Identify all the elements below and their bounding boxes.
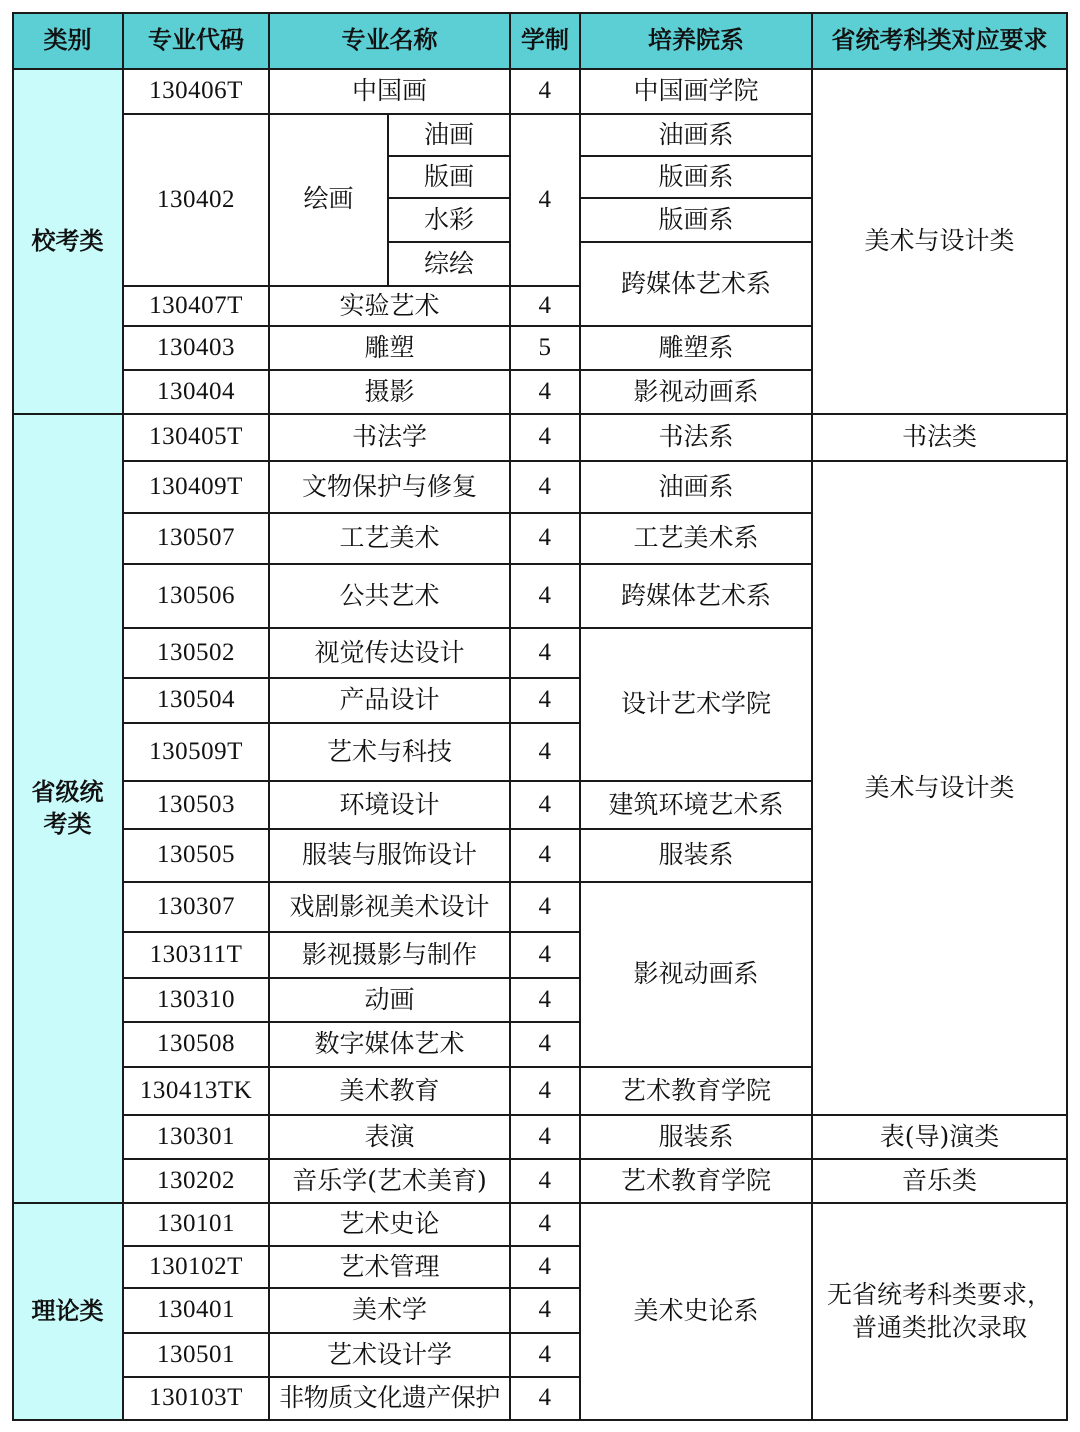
sub-major-cell: 版画	[423, 161, 474, 191]
major-name-cell: 中国画	[351, 76, 427, 106]
grid-line	[123, 285, 510, 287]
grid-line	[510, 325, 580, 327]
header-years: 学制	[510, 12, 580, 69]
grid-line	[388, 155, 510, 157]
major-name-cell: 非物质文化遗产保护	[279, 1383, 500, 1413]
grid-line	[12, 1202, 1068, 1204]
grid-line	[580, 780, 812, 782]
dept-cell: 油画系	[658, 119, 734, 149]
major-name-cell: 绘画	[303, 183, 354, 213]
grid-line	[123, 780, 510, 782]
major-name-cell: 视觉传达设计	[314, 637, 465, 667]
grid-line	[510, 285, 580, 287]
grid-line	[388, 197, 510, 199]
code-cell: 130409T	[149, 472, 243, 500]
requirement-theory-line1: 无省统考科类要求，	[826, 1280, 1052, 1309]
grid-line	[123, 977, 510, 979]
grid-line	[510, 1245, 580, 1247]
grid-line	[510, 722, 580, 724]
major-name-cell: 工艺美术	[339, 523, 440, 553]
grid-line	[268, 12, 270, 69]
major-name-cell: 实验艺术	[339, 290, 440, 320]
major-name-cell: 艺术与科技	[326, 736, 452, 766]
grid-line	[123, 1114, 510, 1116]
grid-line	[510, 1066, 580, 1068]
grid-line	[580, 512, 812, 514]
grid-line	[12, 12, 1068, 14]
dept-cell: 中国画学院	[633, 76, 759, 106]
dept-cell: 影视动画系	[633, 376, 759, 406]
years-cell: 4	[538, 737, 552, 765]
grid-line	[268, 69, 270, 1420]
major-name-cell: 摄影	[364, 376, 415, 406]
category-provincial-label: 省级统考类	[31, 778, 104, 838]
grid-line	[510, 369, 580, 371]
years-cell: 4	[538, 77, 552, 105]
grid-line	[123, 1287, 510, 1289]
grid-line	[510, 828, 580, 830]
grid-line	[510, 113, 580, 115]
code-cell: 130311T	[149, 940, 243, 968]
years-cell: 4	[538, 1296, 552, 1324]
grid-line	[580, 197, 812, 199]
years-cell: 4	[538, 581, 552, 609]
major-name-cell: 产品设计	[339, 685, 440, 715]
years-cell: 4	[538, 940, 552, 968]
requirement-theory-line2: 普通类批次录取	[851, 1312, 1027, 1342]
requirement-music: 音乐类	[901, 1165, 977, 1195]
grid-line	[811, 12, 813, 1421]
dept-cell: 雕塑系	[658, 332, 734, 362]
grid-line	[123, 1158, 510, 1160]
grid-line	[510, 677, 580, 679]
major-name-cell: 服装与服饰设计	[301, 840, 477, 870]
major-name-cell: 环境设计	[339, 789, 440, 819]
years-cell: 4	[538, 1210, 552, 1238]
dept-cell: 服装系	[658, 840, 734, 870]
code-cell: 130103T	[149, 1384, 243, 1412]
grid-line	[12, 413, 1068, 415]
grid-line	[123, 460, 510, 462]
grid-line	[510, 931, 580, 933]
grid-line	[579, 12, 581, 1421]
grid-line	[510, 460, 580, 462]
years-cell: 4	[538, 1122, 552, 1150]
dept-cell: 建筑环境艺术系	[608, 789, 784, 819]
code-cell: 130307	[157, 892, 235, 920]
grid-line	[580, 1066, 812, 1068]
code-cell: 130508	[157, 1030, 235, 1058]
years-cell: 4	[538, 790, 552, 818]
code-cell: 130401	[157, 1296, 235, 1324]
requirement-performance: 表(导)演类	[879, 1121, 1000, 1151]
major-name-cell: 艺术史论	[339, 1209, 440, 1239]
grid-line	[580, 369, 812, 371]
major-name-cell: 书法学	[351, 422, 427, 452]
years-cell: 5	[538, 333, 552, 361]
header-category: 类别	[12, 12, 123, 69]
grid-line	[812, 460, 1067, 462]
dept-cell: 版画系	[658, 161, 734, 191]
grid-line	[580, 627, 812, 629]
grid-line	[123, 512, 510, 514]
major-name-cell: 影视摄影与制作	[301, 939, 477, 969]
grid-line	[123, 1376, 510, 1378]
grid-line	[123, 1021, 510, 1023]
major-name-cell: 数字媒体艺术	[314, 1029, 465, 1059]
grid-line	[510, 1287, 580, 1289]
code-cell: 130507	[157, 524, 235, 552]
category-school-exam: 校考类	[12, 69, 123, 414]
grid-line	[12, 12, 14, 1421]
sub-major-cell: 水彩	[423, 204, 474, 234]
grid-line	[510, 977, 580, 979]
years-cell: 4	[538, 985, 552, 1013]
grid-line	[123, 722, 510, 724]
requirement-school: 美术与设计类	[864, 226, 1015, 256]
dept-cell: 油画系	[658, 471, 734, 501]
years-cell: 4	[538, 1252, 552, 1280]
major-name-cell: 音乐学(艺术美育)	[292, 1165, 487, 1195]
grid-line	[580, 113, 812, 115]
header-requirement: 省统考科类对应要求	[812, 12, 1067, 69]
header-dept: 培养院系	[580, 12, 812, 69]
grid-line	[510, 512, 580, 514]
code-cell: 130503	[157, 790, 235, 818]
major-name-cell: 动画	[364, 984, 415, 1014]
requirement-calligraphy: 书法类	[901, 422, 977, 452]
code-cell: 130407T	[149, 291, 243, 319]
grid-line	[12, 68, 1068, 70]
grid-line	[123, 1245, 510, 1247]
dept-cell-design: 设计艺术学院	[620, 689, 771, 719]
code-cell: 130403	[157, 333, 235, 361]
grid-line	[580, 155, 812, 157]
code-cell: 130406T	[149, 77, 243, 105]
grid-line	[122, 12, 124, 1421]
dept-cell-animation: 影视动画系	[633, 959, 759, 989]
years-cell: 4	[538, 686, 552, 714]
dept-cell: 服装系	[658, 1121, 734, 1151]
grid-line	[123, 828, 510, 830]
code-cell: 130504	[157, 686, 235, 714]
grid-line	[123, 563, 510, 565]
years-cell: 4	[538, 291, 552, 319]
sub-major-cell: 油画	[423, 119, 474, 149]
years-cell: 4	[538, 524, 552, 552]
major-name-cell: 美术教育	[339, 1075, 440, 1105]
major-name-cell: 雕塑	[364, 332, 415, 362]
dept-cell: 艺术教育学院	[620, 1075, 771, 1105]
years-cell: 4	[538, 892, 552, 920]
grid-line	[580, 325, 812, 327]
grid-line	[123, 113, 510, 115]
grid-line	[510, 881, 580, 883]
grid-line	[123, 931, 510, 933]
dept-cell: 书法系	[658, 422, 734, 452]
years-cell: 4	[538, 423, 552, 451]
grid-line	[510, 627, 580, 629]
code-cell: 130501	[157, 1340, 235, 1368]
years-cell: 4	[538, 1030, 552, 1058]
grid-line	[580, 881, 812, 883]
major-name-cell: 文物保护与修复	[301, 471, 477, 501]
grid-line	[812, 1114, 1067, 1116]
grid-line	[580, 460, 812, 462]
years-cell: 4	[538, 1076, 552, 1104]
code-cell: 130102T	[149, 1252, 243, 1280]
grid-line	[388, 241, 510, 243]
grid-line	[580, 241, 812, 243]
grid-line	[510, 780, 580, 782]
header-name: 专业名称	[269, 12, 510, 69]
grid-line	[510, 1332, 580, 1334]
major-name-cell: 美术学	[351, 1295, 427, 1325]
years-cell: 4	[538, 472, 552, 500]
dept-cell: 跨媒体艺术系	[620, 580, 771, 610]
dept-cell: 艺术教育学院	[620, 1165, 771, 1195]
code-cell: 130101	[157, 1210, 235, 1238]
years-cell: 4	[538, 1166, 552, 1194]
dept-cell: 跨媒体艺术系	[620, 268, 771, 298]
header-code: 专业代码	[123, 12, 269, 69]
code-cell: 130505	[157, 841, 235, 869]
grid-line	[123, 1066, 510, 1068]
grid-line	[510, 1158, 580, 1160]
sub-major-cell: 综绘	[423, 248, 474, 278]
grid-line	[510, 1376, 580, 1378]
grid-line	[12, 1419, 1068, 1421]
major-name-cell: 戏剧影视美术设计	[289, 891, 490, 921]
major-name-cell: 艺术管理	[339, 1251, 440, 1281]
grid-line	[510, 563, 580, 565]
major-name-cell: 表演	[364, 1121, 415, 1151]
grid-line	[123, 325, 510, 327]
grid-line	[123, 881, 510, 883]
grid-line	[580, 563, 812, 565]
grid-line	[387, 114, 389, 286]
grid-line	[580, 1114, 812, 1116]
dept-cell: 版画系	[658, 204, 734, 234]
requirement-art-design: 美术与设计类	[864, 772, 1015, 802]
years-cell: 4	[538, 185, 552, 213]
years-cell: 4	[538, 841, 552, 869]
code-cell: 130301	[157, 1122, 235, 1150]
dept-cell: 工艺美术系	[633, 523, 759, 553]
years-cell: 4	[538, 377, 552, 405]
grid-line	[123, 369, 510, 371]
grid-line	[123, 627, 510, 629]
grid-line	[123, 677, 510, 679]
years-cell: 4	[538, 1340, 552, 1368]
code-cell: 130509T	[149, 737, 243, 765]
major-name-cell: 艺术设计学	[326, 1339, 452, 1369]
dept-cell-theory: 美术史论系	[633, 1296, 759, 1326]
code-cell: 130402	[157, 185, 235, 213]
code-cell: 130502	[157, 638, 235, 666]
code-cell: 130404	[157, 377, 235, 405]
code-cell: 130310	[157, 985, 235, 1013]
grid-line	[1066, 12, 1068, 1421]
code-cell: 130202	[157, 1166, 235, 1194]
category-theory: 理论类	[12, 1203, 123, 1420]
code-cell: 130413TK	[139, 1076, 253, 1104]
grid-line	[510, 1021, 580, 1023]
major-name-cell: 公共艺术	[339, 580, 440, 610]
code-cell: 130506	[157, 581, 235, 609]
grid-line	[580, 1158, 812, 1160]
grid-line	[509, 12, 511, 1421]
grid-line	[123, 1332, 510, 1334]
code-cell: 130405T	[149, 423, 243, 451]
grid-line	[812, 1158, 1067, 1160]
grid-line	[510, 1114, 580, 1116]
requirement-theory	[812, 1203, 1067, 1420]
category-provincial-exam	[12, 414, 123, 1203]
grid-line	[580, 828, 812, 830]
years-cell: 4	[538, 1384, 552, 1412]
years-cell: 4	[538, 638, 552, 666]
